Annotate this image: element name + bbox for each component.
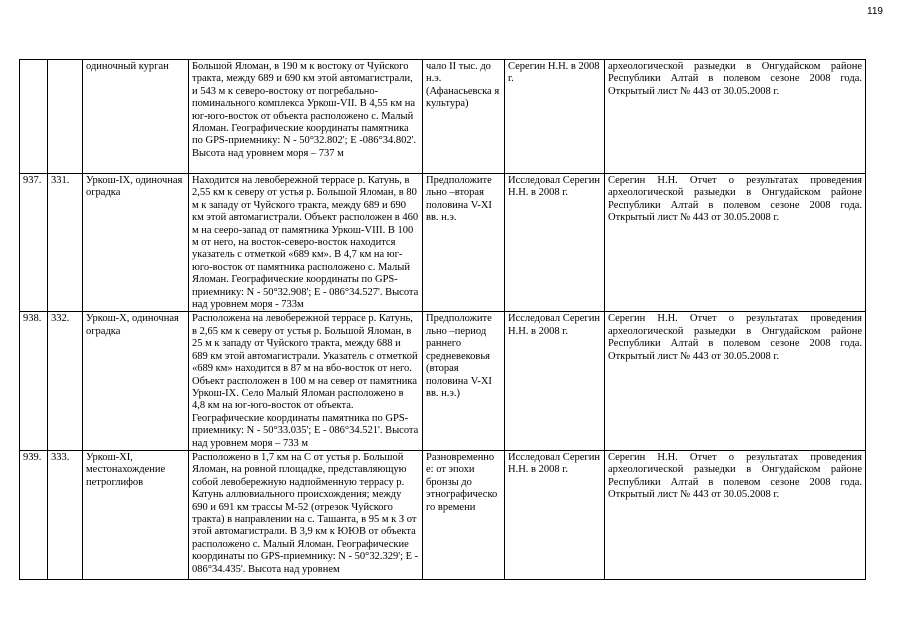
row-index: 937.	[20, 174, 48, 312]
monument-description: Расположено в 1,7 км на С от устья р. Большой Яломан, на ровной площадке, представляющую собой левобережную надпойменную террасу р. Катунь аллювиального происхождения; между 690 и 691 км трассы М-52 (отрезок Чуйского тракта) в направлении на с. Ташанта, в 95 м к З от этой автомагистрали. В 3,9 км к ЮЮВ от объекта расположено с. Малый Яломан. Географические координаты по GPS-приемнику: N - 50°32.329'; Е - 086°34.435'. Высота над уровнем	[189, 450, 423, 579]
monument-researcher: Исследовал Серегин Н.Н. в 2008 г.	[505, 312, 605, 450]
page-number: 119	[867, 6, 883, 17]
table-row	[20, 450, 866, 579]
table-row	[20, 312, 866, 450]
monument-researcher: Исследовал Серегин Н.Н. в 2008 г.	[505, 450, 605, 579]
monument-description: Большой Яломан, в 190 м к востоку от Чуйского тракта, между 689 и 690 км этой автомагистрали, и 543 м к северо-востоку от погребально-поминального комплекса Уркош-VII. В 4,55 км на юг-юго-восток от объекта расположено с. Малый Яломан. Географические координаты памятника по GPS-приемнику: N - 50°32.802'; Е -086°34.802'. Высота над уровнем моря – 737 м	[189, 60, 423, 174]
monument-dating: чало II тыс. до н.э. (Афанасьевска я культура)	[423, 60, 505, 174]
monument-number: 331.	[48, 174, 83, 312]
monument-name: одиночный курган	[83, 60, 189, 174]
table-row	[20, 60, 866, 174]
monument-source: Серегин Н.Н. Отчет о результатах проведения археологической разыедки в Онгудайском районе Республики Алтай в полевом сезоне 2008 года. Открытый лист № 443 от 30.05.2008 г.	[605, 312, 866, 450]
monument-researcher: Серегин Н.Н. в 2008 г.	[505, 60, 605, 174]
monument-dating: Предположите льно –период раннего средневековья (вторая половина V-XI вв. н.э.)	[423, 312, 505, 450]
monument-number: 333.	[48, 450, 83, 579]
monument-description: Расположена на левобережной террасе р. Катунь, в 2,65 км к северу от устья р. Большой Яломан, в 25 м к западу от Чуйского тракта, между 688 и 689 км этой автомагистрали. Указатель с отметкой «689 км» находится в 87 м на вбо-восток от него. Объект расположен в 100 м на север от памятника Уркош-IX. Село Малый Яломан расположено в 4,8 км на юг-юго-восток от объекта. Географические координаты памятника по GPS-приемнику: N - 50°33.035'; Е - 086°34.521'. Высота над уровнем моря – 733 м	[189, 312, 423, 450]
monument-name: Уркош-IX, одиночная оградка	[83, 174, 189, 312]
monument-description: Находится на левобережной террасе р. Катунь, в 2,55 км к северу от устья р. Большой Яломан, в 80 м к западу от Чуйского тракта, между 689 и 690 км этой автомагистрали. Объект расположен в 460 м на сееро-запад от памятника Уркош-VIII. В 100 м от него, на восток-северо-восток находится указатель с отметкой «689 км». В 4,7 км на юг-юго-восток от памятника расположено с. Малый Яломан. Географические координаты по GPS-приемнику: N - 50°32.908'; Е - 086°34.527'. Высота над уровнем моря - 733м	[189, 174, 423, 312]
monument-dating: Предположите льно –вторая половина V-XI вв. н.э.	[423, 174, 505, 312]
monuments-table	[19, 59, 866, 580]
monument-number: 332.	[48, 312, 83, 450]
monument-source: археологической разыедки в Онгудайском районе Республики Алтай в полевом сезоне 2008 года. Открытый лист № 443 от 30.05.2008 г.	[605, 60, 866, 174]
monument-source: Серегин Н.Н. Отчет о результатах проведения археологической разыедки в Онгудайском районе Республики Алтай в полевом сезоне 2008 года. Открытый лист № 443 от 30.05.2008 г.	[605, 450, 866, 579]
table-row	[20, 174, 866, 312]
monument-name: Уркош-XI, местонахождение петроглифов	[83, 450, 189, 579]
row-index	[20, 60, 48, 174]
row-index: 939.	[20, 450, 48, 579]
row-index: 938.	[20, 312, 48, 450]
monument-number	[48, 60, 83, 174]
monument-researcher: Исследовал Серегин Н.Н. в 2008 г.	[505, 174, 605, 312]
monument-source: Серегин Н.Н. Отчет о результатах проведения археологической разыедки в Онгудайском районе Республики Алтай в полевом сезоне 2008 года. Открытый лист № 443 от 30.05.2008 г.	[605, 174, 866, 312]
monument-name: Уркош-X, одиночная оградка	[83, 312, 189, 450]
monument-dating: Разновременно е: от эпохи бронзы до этнографическо го времени	[423, 450, 505, 579]
